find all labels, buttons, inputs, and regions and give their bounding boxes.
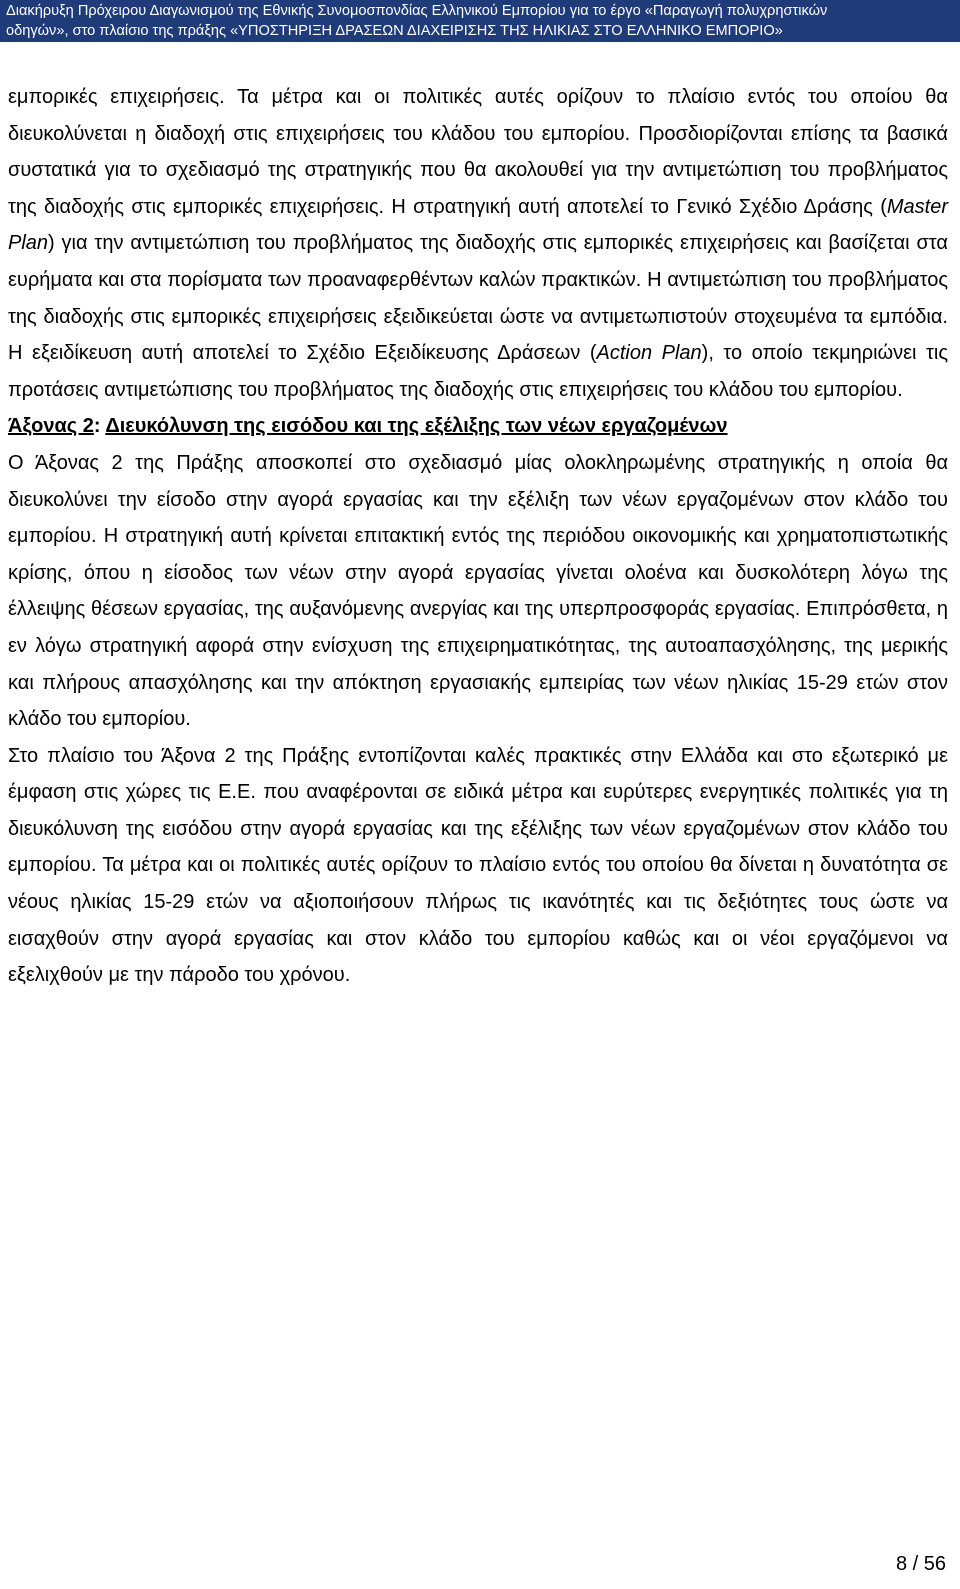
heading-axis-label: Άξονας 2 (8, 415, 94, 438)
page-number: 8 / 56 (895, 1553, 946, 1575)
header-line-1: Διακήρυξη Πρόχειρου Διαγωνισμού της Εθνικής Συνομοσπονδίας Ελληνικού Εμπορίου για το έργο «Παραγωγή πολυχρηστικών (6, 3, 828, 19)
master-plan-term: Master Plan (8, 195, 948, 255)
action-plan-term: Action Plan (596, 342, 702, 365)
paragraph-axis-2-practices: Στο πλαίσιο του Άξονα 2 της Πράξης εντοπίζονται καλές πρακτικές στην Ελλάδα και στο εξωτερικό με έμφαση στις χώρες τις Ε.Ε. που αναφέρονται σε ειδικά μέτρα και ευρύτερες ενεργητικές πολιτικές για τη διευκόλυνση της εισόδου στην αγορά εργασίας και της εξέλιξης των νέων εργαζομένων στον κλάδο του εμπορίου. Τα μέτρα και οι πολιτικές αυτές ορίζουν το πλαίσιο εντός του οποίου θα δίνεται η δυνατότητα σε νέους ηλικίας 15-29 ετών να αξιοποιήσουν πλήρως τις ικανότητές και τις δεξιότητες τους ώστε να εισαχθούν στην αγορά εργασίας και στον κλάδο του εμπορίου καθώς και οι νέοι εργαζόμενοι να εξελιχθούν με την πάροδο του χρόνου. (8, 744, 948, 987)
document-body (8, 79, 948, 994)
heading-axis-title: Διευκόλυνση της εισόδου και της εξέλιξης των νέων εργαζομένων (105, 415, 728, 438)
paragraph-master-action-plan (8, 79, 948, 408)
paragraph-text-part: εμπορικές επιχειρήσεις. Τα μέτρα και οι πολιτικές αυτές ορίζουν το πλαίσιο εντός του οποίου θα διευκολύνεται η διαδοχή στις επιχειρήσεις του κλάδου του εμπορίου. Προσδιορίζονται επίσης τα βασικά συστατικά για το σχεδιασμό της στρατηγικής που θα ακολουθεί για την αντιμετώπιση του προβλήματος της διαδοχής στις εμπορικές επιχειρήσεις. Η στρατηγική αυτή αποτελεί το Γενικό Σχέδιο Δράσης ( (8, 86, 948, 218)
document-header-banner (0, 0, 960, 42)
paragraph-text-part: ) για την αντιμετώπιση του προβλήματος της διαδοχής στις εμπορικές επιχειρήσεις και βασίζεται στα ευρήματα και στα πορίσματα των προαναφερθέντων καλών πρακτικών. Η αντιμετώπιση του προβλήματος της διαδοχής στις εμπορικές επιχειρήσεις εξειδικεύεται ώστε να αντιμετωπιστούν στοχευμένα τα εμπόδια. Η εξειδίκευση αυτή αποτελεί το Σχέδιο Εξειδίκευσης Δράσεων ( (8, 232, 948, 365)
paragraph-text-part: ), το οποίο τεκμηριώνει τις προτάσεις αντιμετώπισης του προβλήματος της διαδοχής στις επιχειρήσεις του κλάδου του εμπορίου. (8, 342, 949, 401)
paragraph-axis-2-strategy: Ο Άξονας 2 της Πράξης αποσκοπεί στο σχεδιασμό μίας ολοκληρωμένης στρατηγικής η οποία θα διευκολύνει την είσοδο στην αγορά εργασίας και την εξέλιξη των νέων εργαζομένων στον κλάδο του εμπορίου. Η στρατηγική αυτή κρίνεται επιτακτική εντός της περιόδου οικονομικής και χρηματοπιστωτικής κρίσης, όπου η είσοδος των νέων στην αγορά εργασίας γίνεται ολοένα και δυσκολότερη λόγω της έλλειψης θέσεων εργασίας, της αυξανόμενης ανεργίας και της υπερπροσφοράς εργασίας. Επιπρόσθετα, η εν λόγω στρατηγική αφορά στην ενίσχυση της επιχειρηματικότητας, της αυτοαπασχόλησης, της μερικής και πλήρους απασχόλησης και την απόκτηση εργασιακής εμπειρίας των νέων ηλικίας 15-29 ετών στον κλάδο του εμπορίου. (8, 451, 948, 731)
section-heading-axis-2 (8, 408, 948, 445)
header-line-2: οδηγών», στο πλαίσιο της πράξης «ΥΠΟΣΤΗΡΙΞΗ ΔΡΑΣΕΩΝ ΔΙΑΧΕΙΡΙΣΗΣ ΤΗΣ ΗΛΙΚΙΑΣ ΣΤΟ ΕΛΛΗΝΙΚΟ ΕΜΠΟΡΙΟ» (6, 22, 783, 39)
heading-colon: : (93, 415, 106, 438)
